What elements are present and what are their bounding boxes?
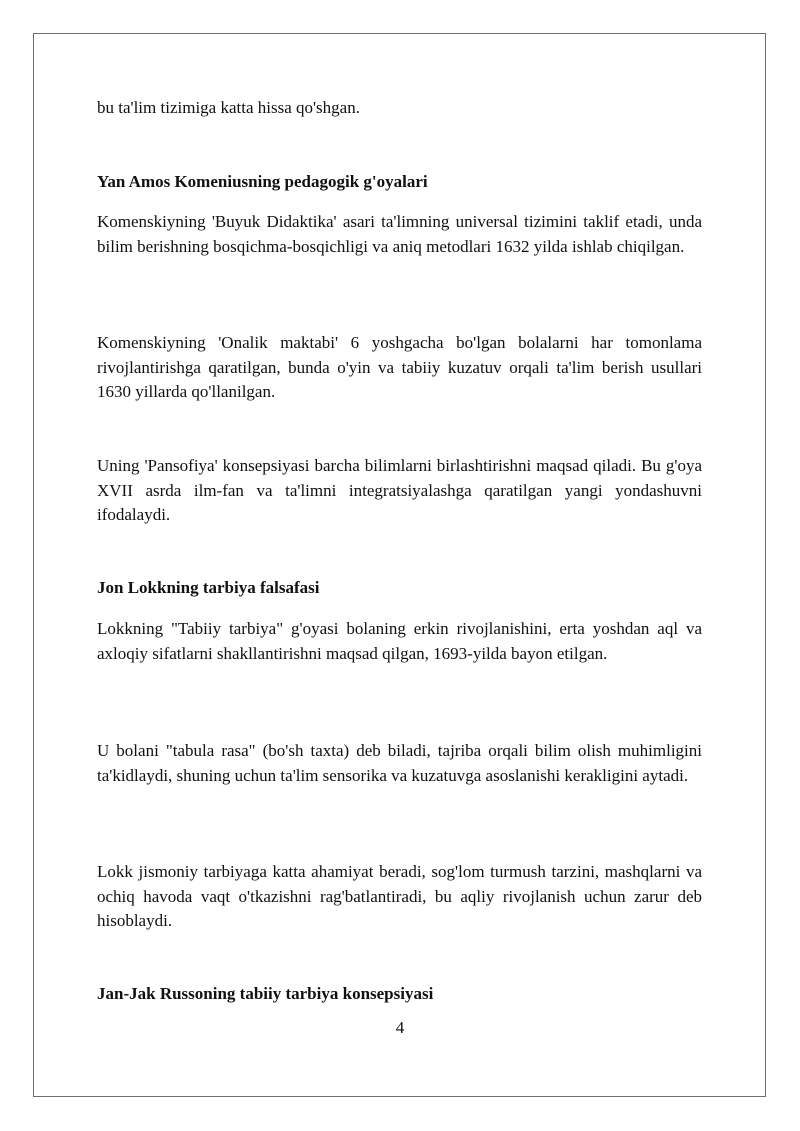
intro-tail-paragraph: bu ta'lim tizimiga katta hissa qo'shgan. [97,98,360,117]
paragraph-pansofiya: Uning 'Pansofiya' konsepsiyasi barcha bilimlarni birlashtirishni maqsad qiladi. Bu g'oya XVII asrda ilm-fan va ta'limni integratsiyalashga qaratilgan yangi yondashuvni ifodalaydi. [97,456,702,524]
paragraph-tabiiy-tarbiya: Lokkning "Tabiiy tarbiya" g'oyasi bolaning erkin rivojlanishini, erta yoshdan aql va axloqiy sifatlarni shakllantirishni maqsad qilgan, 1693-yilda bayon etilgan. [97,619,702,663]
paragraph-buyuk-didaktika: Komenskiyning 'Buyuk Didaktika' asari ta'limning universal tizimini taklif etadi, unda bilim berishning bosqichma-bosqichligi va aniq metodlari 1632 yilda ishlab chiqilgan. [97,212,702,256]
paragraph-jismoniy-tarbiya: Lokk jismoniy tarbiyaga katta ahamiyat beradi, sog'lom turmush tarzini, mashqlarni va ochiq havoda vaqt o'tkazishni rag'batlantiradi, bu aqliy rivojlanish uchun zarur deb hisoblaydi. [97,862,702,930]
section-heading-lokk: Jon Lokkning tarbiya falsafasi [97,578,320,597]
section-heading-komenius: Yan Amos Komeniusning pedagogik g'oyalari [97,172,428,191]
paragraph-tabula-rasa: U bolani "tabula rasa" (bo'sh taxta) deb biladi, tajriba orqali bilim olish muhimligini ta'kidlaydi, shuning uchun ta'lim sensorika va kuzatuvga asoslanishi kerakligini aytadi. [97,741,702,785]
paragraph-onalik-maktabi: Komenskiyning 'Onalik maktabi' 6 yoshgacha bo'lgan bolalarni har tomonlama rivojlantirishga qaratilgan, bunda o'yin va tabiiy kuzatuv orqali ta'lim berish usullari 1630 yillarda qo'llanilgan. [97,333,702,401]
section-heading-russo: Jan-Jak Russoning tabiiy tarbiya konsepsiyasi [97,984,434,1003]
page-number: 4 [395,1018,405,1037]
